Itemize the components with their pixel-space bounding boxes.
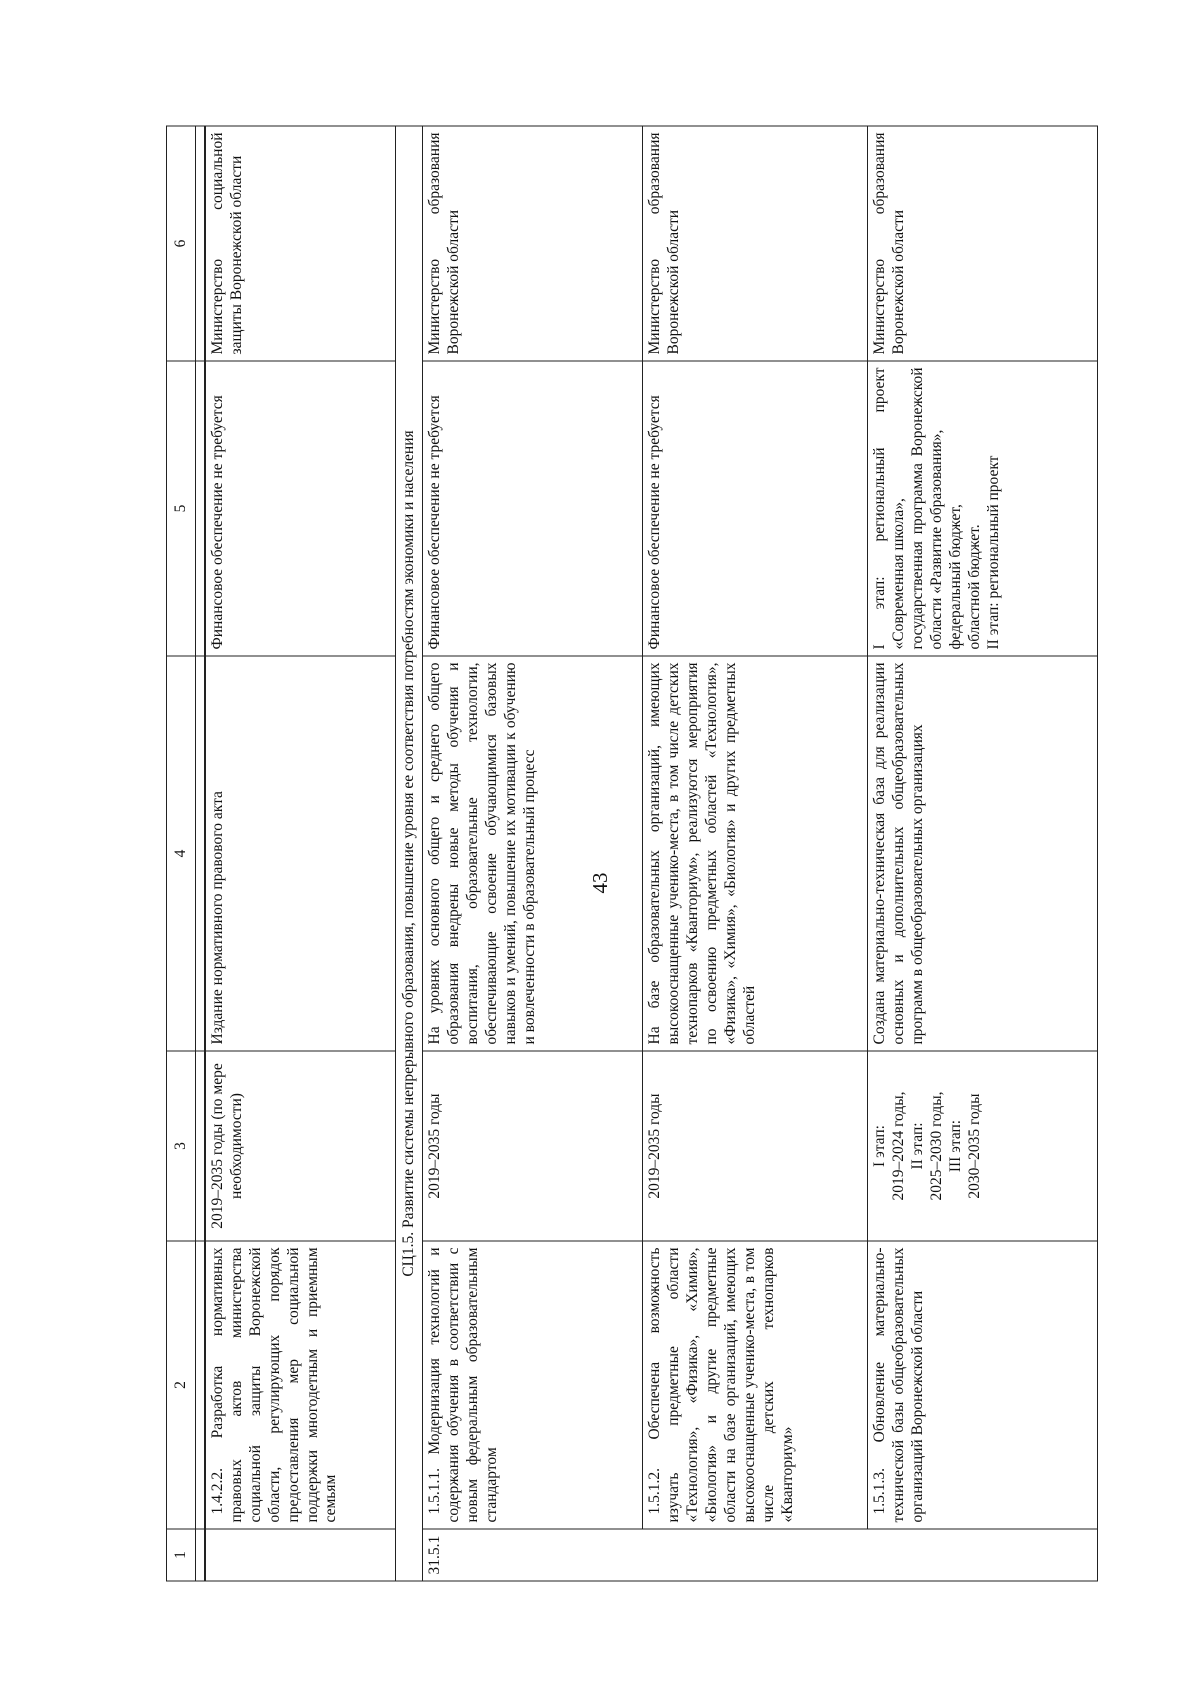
row-code — [205, 1529, 395, 1581]
measure-result: На уровнях основного общего и среднего общего образования внедрены новые методы обучения и воспитания, образовательные технологии, обеспечивающие освоение обучающимися базовых навыков и умений, повышение их мотивации к обучению и вовлеченности в образовательный процесс — [423, 656, 643, 1051]
measures-table — [166, 126, 1098, 1582]
table-wrapper — [166, 127, 1096, 1582]
header-cell-6: 6 — [167, 126, 196, 361]
period-line: III этап: — [947, 1119, 965, 1173]
funding-line: областной бюджет. — [965, 524, 983, 650]
funding-line: федеральный бюджет, — [947, 504, 965, 650]
measure-funding-stages — [868, 361, 1098, 656]
table-row — [868, 126, 1098, 1581]
period-line: I этап: — [871, 1125, 889, 1167]
funding-line: I этап: региональный проект «Современная школа», — [871, 367, 908, 650]
measure-responsible: Министерство образования Воронежской области — [643, 126, 868, 361]
header-cell-4: 4 — [167, 656, 196, 1051]
measure-result: Издание нормативного правового акта — [205, 656, 395, 1051]
measure-name: 1.5.1.1. Модернизация технологий и содержания обучения в соответствии с новым федеральным образовательным стандартом — [423, 1241, 643, 1529]
header-cell-2: 2 — [167, 1241, 196, 1529]
table-row — [423, 126, 643, 1581]
table-row — [643, 126, 868, 1581]
header-row — [167, 126, 196, 1581]
measure-responsible: Министерство образования Воронежской области — [423, 126, 643, 361]
period-line: II этап: — [909, 1122, 927, 1170]
period-line: 2025–2030 годы, — [928, 1091, 946, 1201]
header-cell-3: 3 — [167, 1051, 196, 1241]
measure-funding: Финансовое обеспечение не требуется — [423, 361, 643, 656]
measure-responsible: Министерство образования Воронежской области — [868, 126, 1098, 361]
period-line: 2019–2024 годы, — [890, 1091, 908, 1201]
page-number: 43 — [588, 872, 612, 894]
measure-funding: Финансовое обеспечение не требуется — [643, 361, 868, 656]
measure-period-stages — [868, 1051, 1098, 1241]
table-row — [205, 126, 395, 1581]
section-title: СЦ1.5. Развитие системы непрерывного образования, повышение уровня ее соответствия потребностям экономики и населения — [395, 126, 423, 1581]
header-cell-1: 1 — [167, 1529, 196, 1581]
period-line: 2030–2035 годы — [965, 1093, 983, 1199]
funding-line: II этап: региональный проект — [984, 455, 1002, 650]
measure-result: Создана материально-техническая база для реализации основных и дополнительных общеобразовательных программ в общеобразовательных организациях — [868, 656, 1098, 1051]
section-row — [395, 126, 423, 1581]
measure-result: На базе образовательных организаций, имеющих высокооснащенные ученико-места, в том числе детских технопарков «Кванториум», реализуются мероприятия по освоению предметных областей «Технология», «Физика», «Химия», «Биология» и других предметных областей — [643, 656, 868, 1051]
measure-funding: Финансовое обеспечение не требуется — [205, 361, 395, 656]
measure-name: 1.5.1.3. Обновление материально-технической базы общеобразовательных организаций Воронежской области — [868, 1241, 1098, 1529]
header-separator — [196, 126, 206, 1581]
funding-line: государственная программа Воронежской области «Развитие образования», — [909, 367, 946, 650]
header-cell-5: 5 — [167, 361, 196, 656]
measure-period: 2019–2035 годы — [423, 1051, 643, 1241]
measure-name: 1.5.1.2. Обеспечена возможность изучать предметные области «Технология», «Физика», «Химия», «Биология» и другие предметные области на базе организаций, имеющих высокооснащенные ученико-места, в том числе детских технопарков «Кванториум» — [643, 1241, 868, 1529]
measure-period: 2019–2035 годы (по мере необходимости) — [205, 1051, 395, 1241]
measure-name: 1.4.2.2. Разработка нормативных правовых актов министерства социальной защиты Воронежской области, регулирующих порядок предоставления мер социальной поддержки многодетным и приемным семьям — [205, 1241, 395, 1529]
measure-period: 2019–2035 годы — [643, 1051, 868, 1241]
group-code: З1.5.1 — [423, 1529, 1098, 1581]
measure-responsible: Министерство социальной защиты Воронежской области — [205, 126, 395, 361]
